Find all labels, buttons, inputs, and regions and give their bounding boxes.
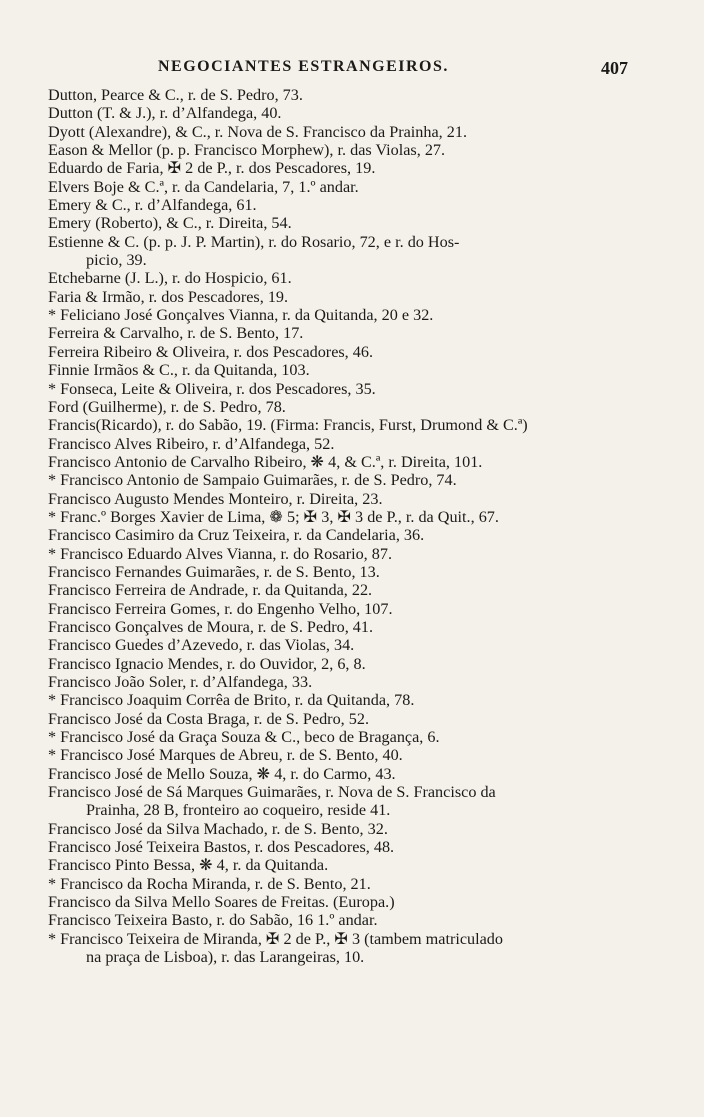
list-item: Francisco Teixeira Basto, r. do Sabão, 16 1.º andar. [48,911,378,930]
list-item: * Francisco Antonio de Sampaio Guimarães, r. de S. Pedro, 74. [48,471,457,490]
list-item: Francisco Fernandes Guimarães, r. de S. Bento, 13. [48,562,380,581]
list-item: Estienne & C. (p. p. J. P. Martin), r. do Rosario, 72, e r. do Hos- [48,232,460,251]
list-item: Francisco Guedes d’Azevedo, r. das Violas, 34. [48,636,355,655]
page-number: 407 [601,58,628,78]
list-item: Francisco José de Sá Marques Guimarães, r. Nova de S. Francisco da [48,783,496,802]
list-item: Francisco João Soler, r. d’Alfandega, 33. [48,673,313,691]
list-item: Francisco Casimiro da Cruz Teixeira, r. da Candelaria, 36. [48,526,425,545]
list-item: Francisco Ferreira de Andrade, r. da Quitanda, 22. [48,581,373,600]
list-item: Emery (Roberto), & C., r. Direita, 54. [48,214,292,233]
list-item-continuation: na praça de Lisboa), r. das Larangeiras, 10. [86,948,365,967]
list-item: * Fonseca, Leite & Oliveira, r. dos Pescadores, 35. [48,379,376,398]
list-item: * Francisco José da Graça Souza & C., beco de Bragança, 6. [48,728,440,747]
list-item: * Francisco Eduardo Alves Vianna, r. do Rosario, 87. [48,544,393,563]
list-item: Francisco Augusto Mendes Monteiro, r. Direita, 23. [48,489,383,508]
list-item: Finnie Irmãos & C., r. da Quitanda, 103. [48,361,310,380]
list-item: Dutton, Pearce & C., r. de S. Pedro, 73. [48,86,303,104]
list-item: Dyott (Alexandre), & C., r. Nova de S. Francisco da Prainha, 21. [48,122,467,141]
list-item: Francisco José Teixeira Bastos, r. dos Pescadores, 48. [48,838,395,857]
list-item: Francisco Gonçalves de Moura, r. de S. Pedro, 41. [48,617,374,636]
list-item: * Francisco José Marques de Abreu, r. de S. Bento, 40. [48,746,403,765]
merchant-list [48,86,634,967]
list-item: * Francisco da Rocha Miranda, r. de S. Bento, 21. [48,874,371,893]
list-item: * Francisco Joaquim Corrêa de Brito, r. da Quitanda, 78. [48,691,415,710]
list-item: Ferreira & Carvalho, r. de S. Bento, 17. [48,324,304,343]
list-item-continuation: picio, 39. [86,251,147,270]
list-item: Dutton (T. & J.), r. d’Alfandega, 40. [48,104,282,123]
running-title: NEGOCIANTES ESTRANGEIROS. [158,58,449,75]
list-item: Francisco José da Silva Machado, r. de S. Bento, 32. [48,819,388,838]
list-item: Francisco José da Costa Braga, r. de S. Pedro, 52. [48,709,369,728]
list-item: Ferreira Ribeiro & Oliveira, r. dos Pescadores, 46. [48,342,374,361]
list-item: Eason & Mellor (p. p. Francisco Morphew), r. das Violas, 27. [48,141,446,160]
list-item: Eduardo de Faria, ✠ 2 de P., r. dos Pescadores, 19. [48,159,376,178]
list-item: Francisco da Silva Mello Soares de Freitas. (Europa.) [48,893,395,912]
list-item: * Feliciano José Gonçalves Vianna, r. da Quitanda, 20 e 32. [48,306,434,325]
list-item: Francis(Ricardo), r. do Sabão, 19. (Firma: Francis, Furst, Drumond & C.ª) [48,416,528,435]
list-item: Francisco Ignacio Mendes, r. do Ouvidor, 2, 6, 8. [48,654,366,673]
list-item: Etchebarne (J. L.), r. do Hospicio, 61. [48,269,292,288]
list-item: Emery & C., r. d’Alfandega, 61. [48,196,257,215]
list-item: Francisco José de Mello Souza, ❋ 4, r. do Carmo, 43. [48,764,396,783]
list-item: Ford (Guilherme), r. de S. Pedro, 78. [48,397,286,416]
list-item: Faria & Irmão, r. dos Pescadores, 19. [48,287,289,306]
list-item: Francisco Alves Ribeiro, r. d’Alfandega, 52. [48,434,335,453]
list-item: Elvers Boje & C.ª, r. da Candelaria, 7, 1.º andar. [48,177,359,196]
list-item: Francisco Antonio de Carvalho Ribeiro, ❋ 4, & C.ª, r. Direita, 101. [48,452,483,471]
list-item-continuation: Prainha, 28 B, fronteiro ao coqueiro, reside 41. [86,801,391,820]
list-item: * Franc.º Borges Xavier de Lima, ❁ 5; ✠ 3, ✠ 3 de P., r. da Quit., 67. [48,507,499,526]
list-item: Francisco Pinto Bessa, ❋ 4, r. da Quitanda. [48,856,329,875]
list-item: Francisco Ferreira Gomes, r. do Engenho Velho, 107. [48,599,393,618]
list-item: * Francisco Teixeira de Miranda, ✠ 2 de P., ✠ 3 (tambem matriculado [48,929,503,948]
page-header [48,58,628,82]
